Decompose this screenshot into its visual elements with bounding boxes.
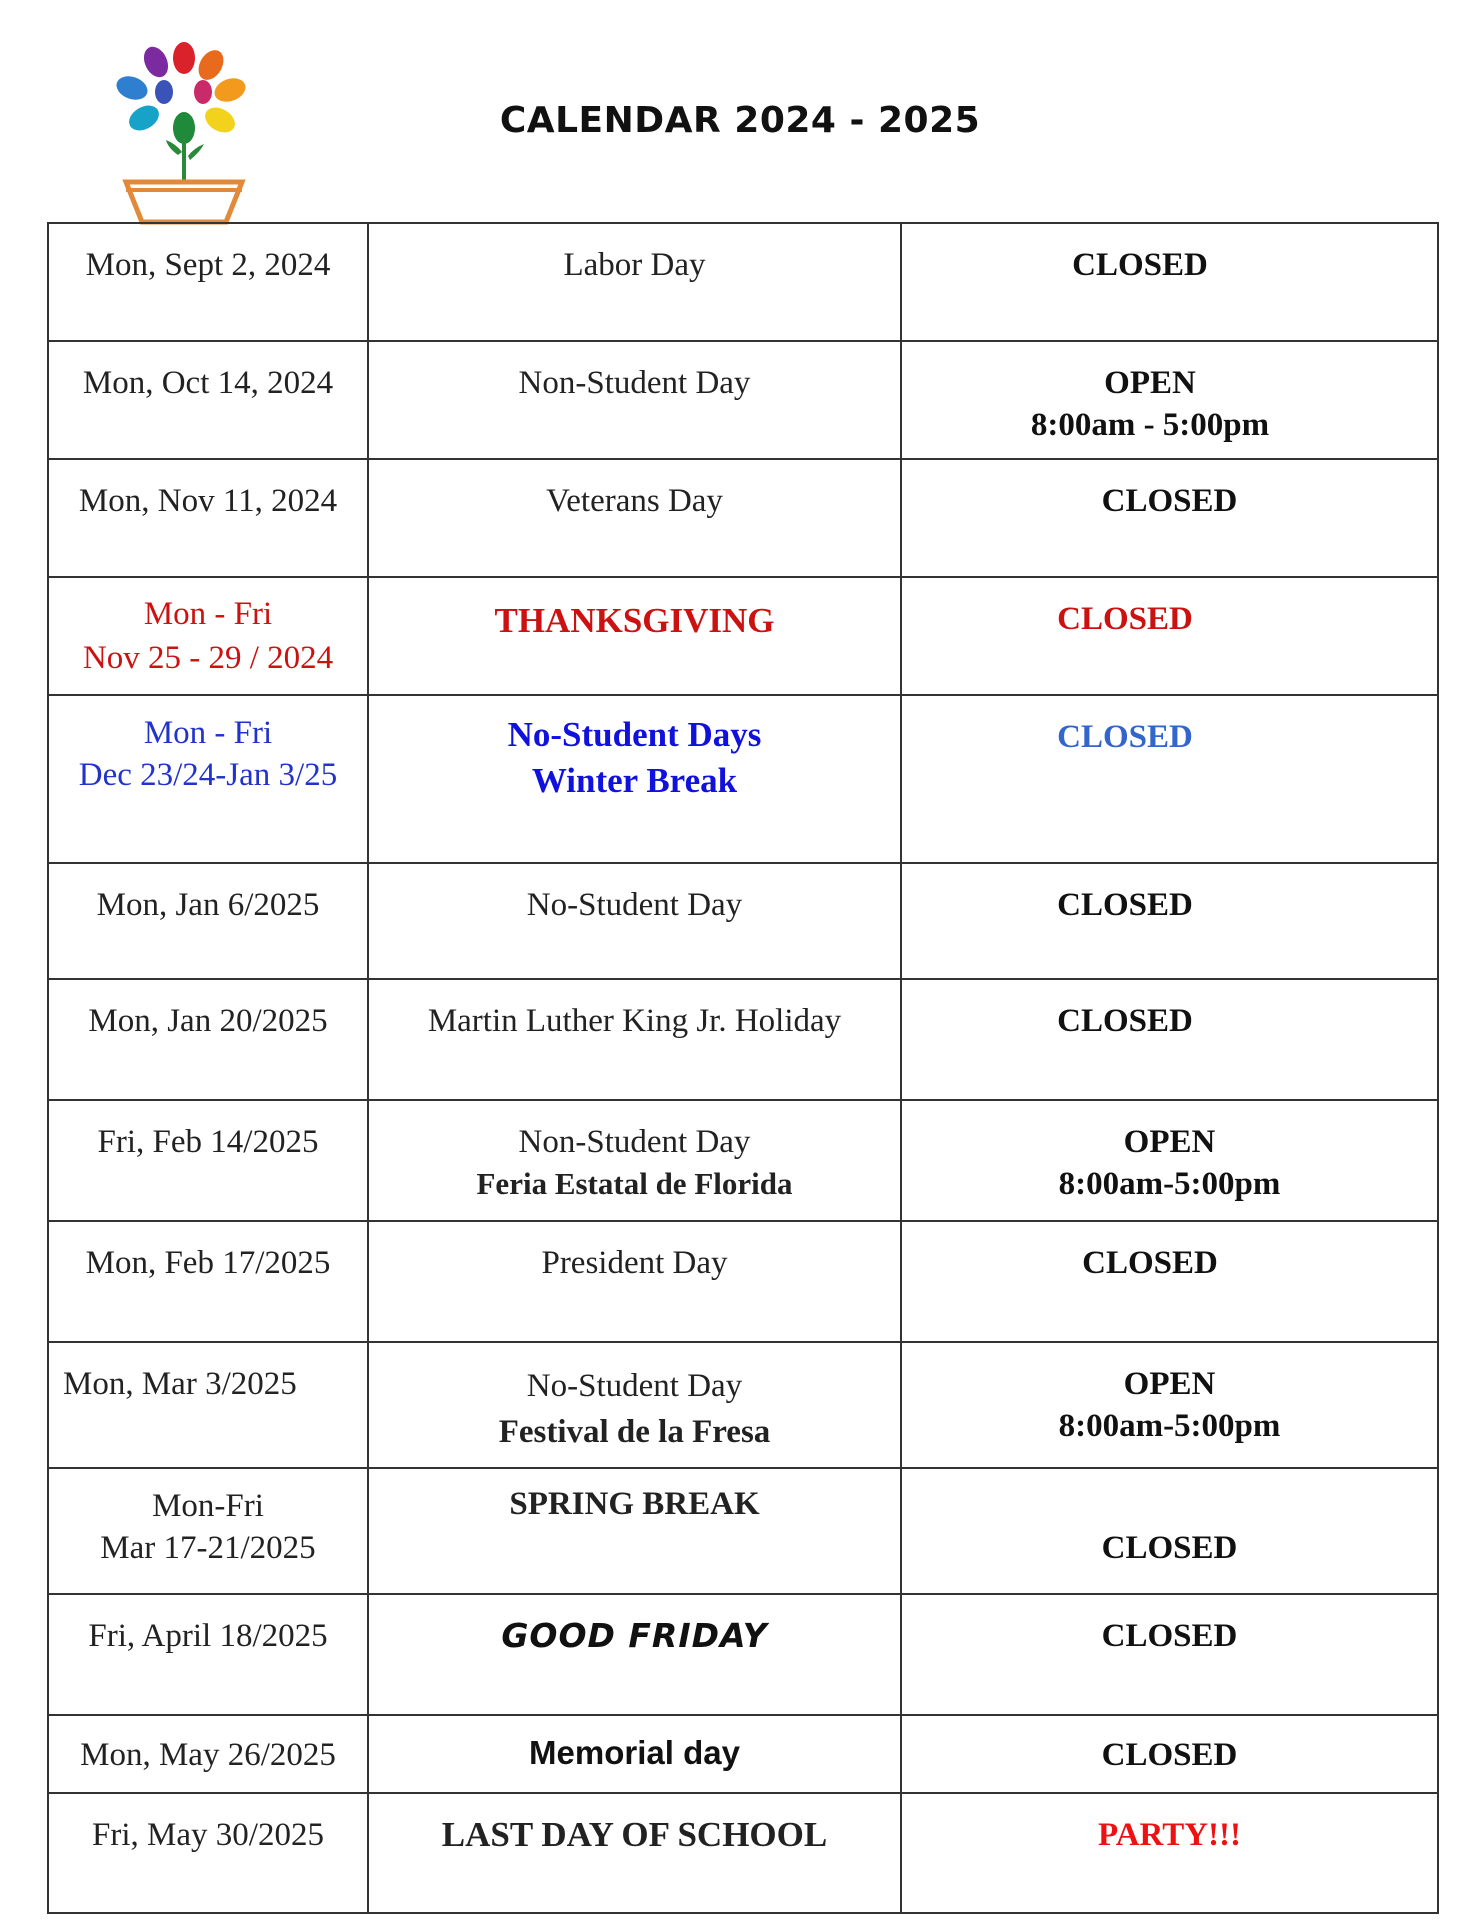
table-row — [48, 1100, 1438, 1221]
status-cell: CLOSED — [901, 1715, 1438, 1793]
date-cell: Mon, Sept 2, 2024 — [48, 223, 368, 341]
date-cell: Mon, Jan 20/2025 — [48, 979, 368, 1100]
table-row — [48, 863, 1438, 979]
page-title: CALENDAR 2024 - 2025 — [499, 100, 981, 141]
event-cell: GOOD FRIDAY — [368, 1594, 901, 1715]
table-row — [48, 459, 1438, 577]
flower-pot-logo — [108, 40, 258, 225]
table-row — [48, 695, 1438, 863]
date-cell: Fri, Feb 14/2025 — [48, 1100, 368, 1221]
event-cell: Veterans Day — [368, 459, 901, 577]
event-cell: Memorial day — [368, 1715, 901, 1793]
date-cell: Mon-Fri Mar 17-21/2025 — [48, 1468, 368, 1594]
event-cell: No-Student Day — [368, 863, 901, 979]
event-cell: Martin Luther King Jr. Holiday — [368, 979, 901, 1100]
date-cell: Mon, Feb 17/2025 — [48, 1221, 368, 1342]
date-cell: Mon, Jan 6/2025 — [48, 863, 368, 979]
date-cell: Mon, May 26/2025 — [48, 1715, 368, 1793]
date-cell: Mon, Oct 14, 2024 — [48, 341, 368, 459]
date-cell: Mon - Fri Nov 25 - 29 / 2024 — [48, 577, 368, 695]
event-cell: No-Student Days Winter Break — [368, 695, 901, 863]
table-row — [48, 1715, 1438, 1793]
status-cell: CLOSED — [901, 979, 1438, 1100]
status-cell: OPEN 8:00am-5:00pm — [901, 1100, 1438, 1221]
status-cell: CLOSED — [901, 1221, 1438, 1342]
status-cell: OPEN 8:00am-5:00pm — [901, 1342, 1438, 1468]
event-cell: Non-Student Day Feria Estatal de Florida — [368, 1100, 901, 1221]
hand-print-petals — [113, 42, 249, 144]
date-cell: Fri, May 30/2025 — [48, 1793, 368, 1913]
status-cell: OPEN 8:00am - 5:00pm — [901, 341, 1438, 459]
status-cell: CLOSED — [901, 695, 1438, 863]
event-cell: THANKSGIVING — [368, 577, 901, 695]
table-row — [48, 1468, 1438, 1594]
status-cell: CLOSED — [901, 1468, 1438, 1594]
event-cell: SPRING BREAK — [368, 1468, 901, 1594]
status-cell: CLOSED — [901, 459, 1438, 577]
status-cell: CLOSED — [901, 1594, 1438, 1715]
event-cell: LAST DAY OF SCHOOL — [368, 1793, 901, 1913]
table-row — [48, 341, 1438, 459]
date-cell: Fri, April 18/2025 — [48, 1594, 368, 1715]
table-row — [48, 979, 1438, 1100]
event-cell: Labor Day — [368, 223, 901, 341]
table-row — [48, 223, 1438, 341]
table-row — [48, 1793, 1438, 1913]
table-row — [48, 1594, 1438, 1715]
date-cell: Mon, Nov 11, 2024 — [48, 459, 368, 577]
event-cell: President Day — [368, 1221, 901, 1342]
status-cell: CLOSED — [901, 863, 1438, 979]
table-row — [48, 577, 1438, 695]
date-cell: Mon - Fri Dec 23/24-Jan 3/25 — [48, 695, 368, 863]
status-cell: PARTY!!! — [901, 1793, 1438, 1913]
status-cell: CLOSED — [901, 223, 1438, 341]
status-cell: CLOSED — [901, 577, 1438, 695]
calendar-table — [47, 222, 1439, 1914]
date-cell: Mon, Mar 3/2025 — [48, 1342, 368, 1468]
table-row — [48, 1221, 1438, 1342]
event-cell: No-Student Day Festival de la Fresa — [368, 1342, 901, 1468]
table-row — [48, 1342, 1438, 1468]
event-cell: Non-Student Day — [368, 341, 901, 459]
